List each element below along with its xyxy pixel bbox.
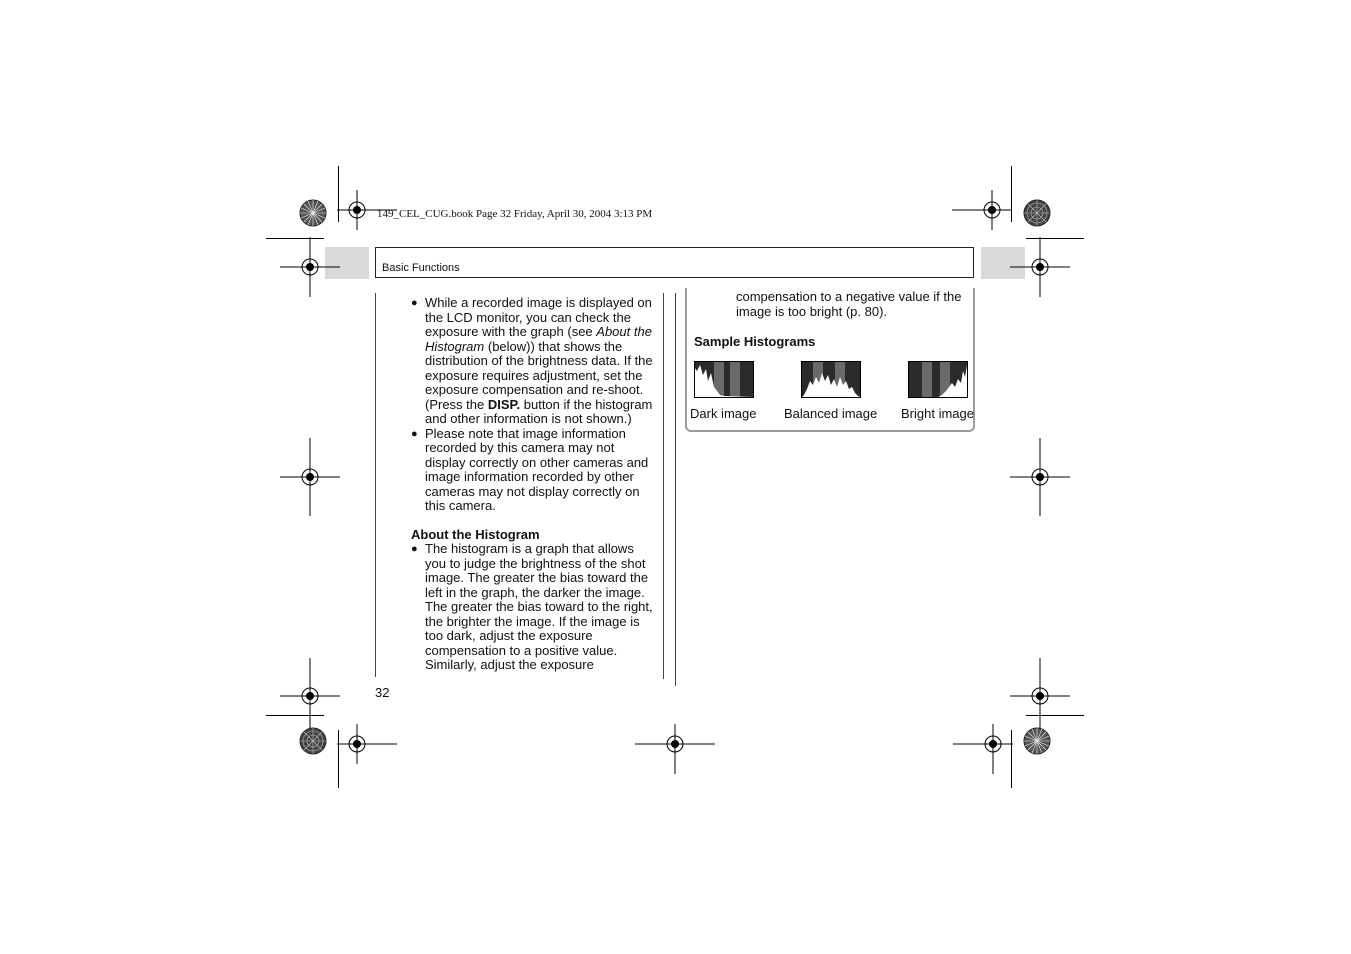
left-margin-rule [375,293,376,677]
registration-mark-icon [1010,658,1070,736]
dark-image-caption: Dark image [690,406,757,421]
registration-mark-icon [280,237,340,297]
registration-mark-icon [635,724,715,774]
dark-histogram-image [694,361,754,398]
left-column [411,296,656,673]
registration-mark-icon [953,724,1013,774]
continuation-text: compensation to a negative value if the image is too bright (p. 80). [736,289,962,319]
center-rule-a [663,293,664,679]
bullet-histogram-explanation: ● The histogram is a graph that allows you to judge the brightness of the shot image. The greater the bias toward the left in the graph, the darker the image. The greater the bias toward to the right, the brighter the image. If the image is too dark, adjust the exposure compensation to a positive value. Similarly, adjust the exposure [411,542,656,673]
bright-histogram-image [908,361,968,398]
histogram-reference: About the Histogram [425,324,652,354]
section-title: Basic Functions [382,262,460,274]
bullet-compatibility-note: ● Please note that image information recorded by this camera may not display correctly on other cameras and image information recorded by other cameras may not display correctly on this camera. [411,427,656,514]
page-number: 32 [375,685,390,700]
about-histogram-heading: About the Histogram [411,526,540,542]
starburst-target-icon [1023,199,1051,227]
disp-button-label: DISP. [487,396,521,412]
center-rule-b [675,293,676,686]
balanced-histogram-image [801,361,861,398]
registration-mark-icon [1010,237,1070,297]
starburst-target-icon [299,199,327,227]
bullet-exposure-check: ● While a recorded image is displayed on the LCD monitor, you can check the exposure with the graph (see About the Histogram (below)) that shows the distribution of the brightness data. If the exposure requires adjustment, set the exposure compensation and re-shoot. (Press the DISP. button if the histogram and other information is not shown.) [411,296,656,427]
registration-mark-icon [280,658,340,736]
print-info-line: 149_CEL_CUG.book Page 32 Friday, April 30, 2004 3:13 PM [377,208,653,220]
starburst-target-icon [299,727,327,755]
registration-mark-icon [337,724,397,764]
section-header [375,247,974,278]
starburst-target-icon [1023,727,1051,755]
sample-histograms-heading: Sample Histograms [694,334,816,349]
bright-image-caption: Bright image [901,406,974,421]
balanced-image-caption: Balanced image [784,406,878,421]
registration-mark-icon [280,438,340,516]
registration-mark-icon [952,199,992,221]
registration-mark-icon [357,199,397,221]
registration-mark-icon [1010,438,1070,516]
